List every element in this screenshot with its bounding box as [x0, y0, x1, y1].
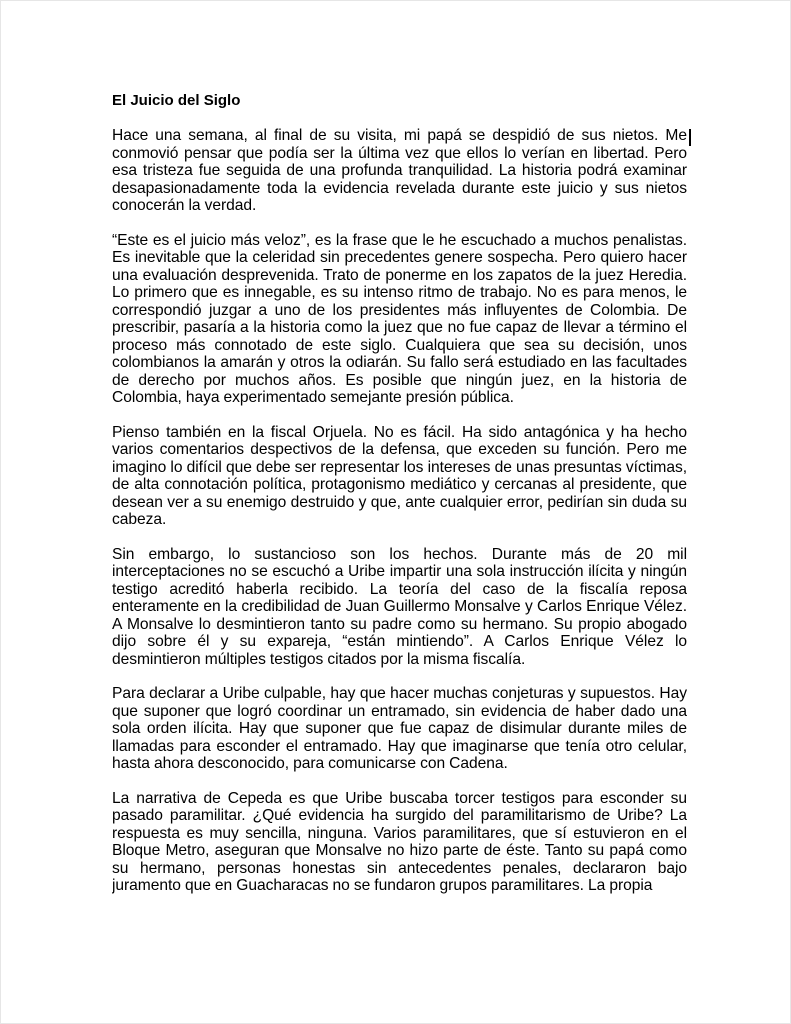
document-title: El Juicio del Siglo [112, 92, 241, 109]
paragraph-5: Para declarar a Uribe culpable, hay que hacer muchas conjeturas y supuestos. Hay que suponer que logró coordinar un entramado, sin evidencia de haber dado una sola orden ilícita. Hay que suponer que fue capaz de disimular durante miles de llamadas para esconder el entramado. Hay que imaginarse que tenía otro celular, hasta ahora desconocido, para comunicarse con Cadena. [112, 685, 687, 772]
paragraph-2: “Este es el juicio más veloz”, es la frase que le he escuchado a muchos penalistas. Es inevitable que la celeridad sin precedentes genere sospecha. Pero quiero hacer una evaluación desprevenida. Trato de ponerme en los zapatos de la juez Heredia. Lo primero que es innegable, es su intenso ritmo de trabajo. No es para menos, le correspondió juzgar a uno de los presidentes más influyentes de Colombia. De prescribir, pasaría a la historia como la juez que no fue capaz de llevar a término el proceso más connotado de este siglo. Cualquiera que sea su decisión, unos colombianos la amarán y otros la odiarán. Su fallo será estudiado en las facultades de derecho por muchos años. Es posible que ningún juez, en la historia de Colombia, haya experimentado semejante presión pública. [112, 231, 687, 406]
text-cursor [689, 129, 691, 146]
paragraph-6: La narrativa de Cepeda es que Uribe buscaba torcer testigos para esconder su pasado paramilitar. ¿Qué evidencia ha surgido del paramilitarismo de Uribe? La respuesta es muy sencilla, ninguna. Varios paramilitares, que sí estuvieron en el Bloque Metro, aseguran que Monsalve no hizo parte de éste. Tanto su papá como su hermano, personas honestas sin antecedentes penales, declararon bajo juramento que en Guacharacas no se fundaron grupos paramilitares. La propia [112, 789, 687, 894]
paragraph-4: Sin embargo, lo sustancioso son los hechos. Durante más de 20 mil interceptaciones no se escuchó a Uribe impartir una sola instrucción ilícita y ningún testigo acreditó haberla recibido. La teoría del caso de la fiscalía reposa enteramente en la credibilidad de Juan Guillermo Monsalve y Carlos Enrique Vélez. A Monsalve lo desmintieron tanto su padre como su hermano. Su propio abogado dijo sobre él y su expareja, “están mintiendo”. A Carlos Enrique Vélez lo desmintieron múltiples testigos citados por la misma fiscalía. [112, 545, 687, 668]
paragraph-1: Hace una semana, al final de su visita, mi papá se despidió de sus nietos. Me conmovió pensar que podía ser la última vez que ellos lo verían en libertad. Pero esa tristeza fue seguida de una profunda tranquilidad. La historia podrá examinar desapasionadamente toda la evidencia revelada durante este juicio y sus nietos conocerán la verdad. [112, 127, 687, 214]
paragraph-3: Pienso también en la fiscal Orjuela. No es fácil. Ha sido antagónica y ha hecho varios comentarios despectivos de la defensa, que exceden su función. Pero me imagino lo difícil que debe ser representar los intereses de unas presuntas víctimas, de alta connotación política, protagonismo mediático y cercanas al presidente, que desean ver a su enemigo destruido y que, ante cualquier error, pedirían sin duda su cabeza. [112, 423, 687, 528]
document-body [112, 91, 687, 917]
